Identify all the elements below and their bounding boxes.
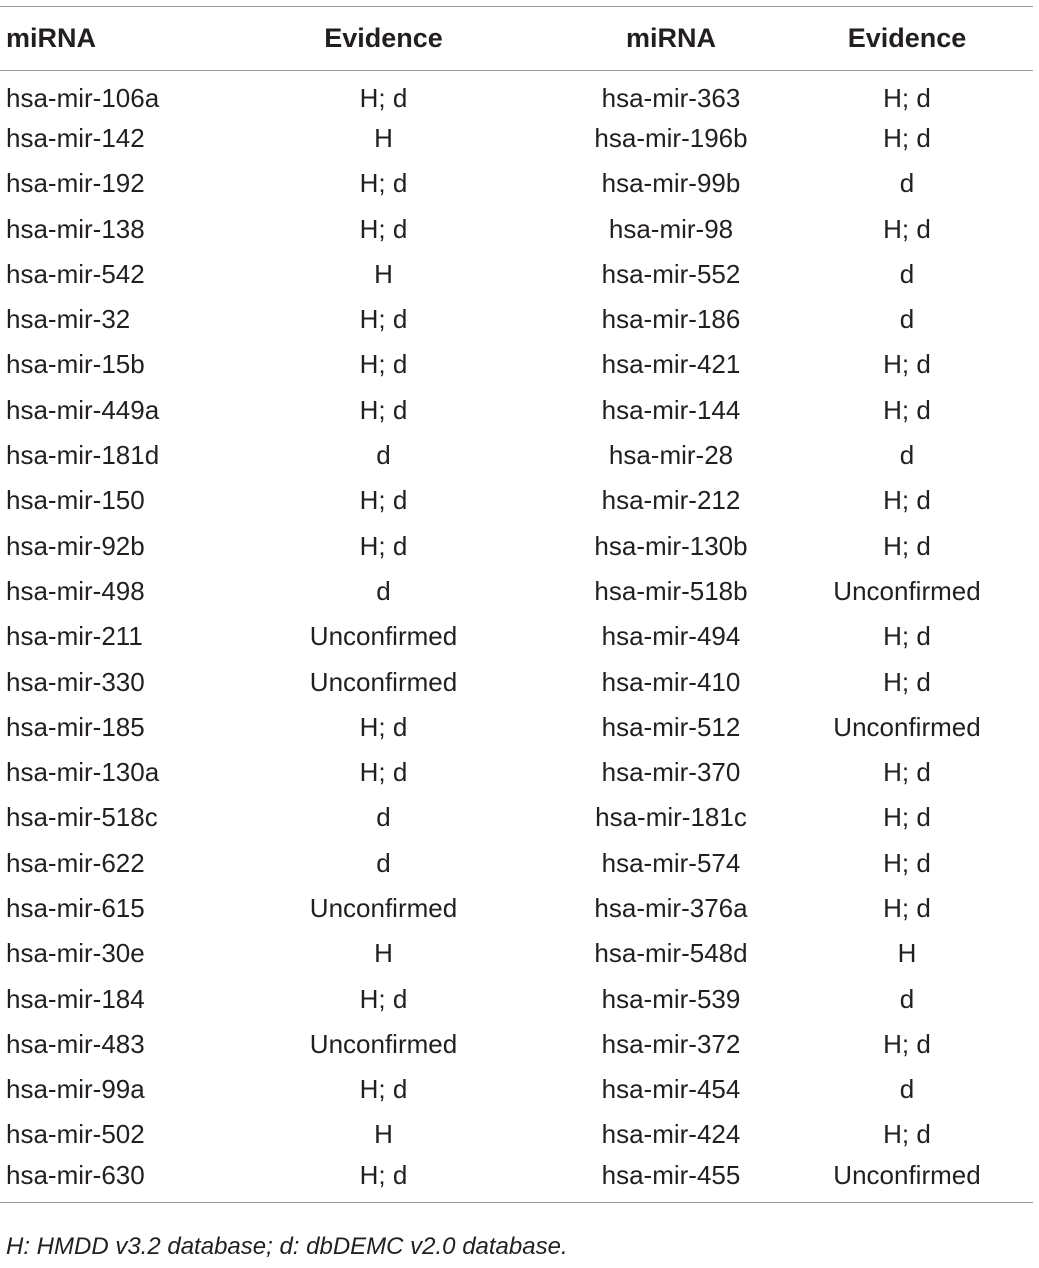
header-evidence-2: Evidence — [781, 7, 1033, 71]
evidence-cell-left: H; d — [359, 168, 408, 199]
mirna-cell-right: hsa-mir-410 — [601, 666, 741, 697]
mirna-cell-left: hsa-mir-185 — [6, 711, 145, 742]
mirna-cell-left: hsa-mir-622 — [6, 847, 145, 878]
header-mirna-1: miRNA — [0, 7, 206, 71]
evidence-cell-right: H; d — [883, 892, 931, 923]
evidence-cell-left: H; d — [359, 1159, 408, 1190]
mirna-cell-right: hsa-mir-186 — [601, 304, 741, 335]
mirna-cell-right: hsa-mir-494 — [601, 621, 741, 652]
evidence-cell-left: H — [374, 122, 393, 153]
mirna-cell-left: hsa-mir-211 — [6, 621, 143, 652]
mirna-cell-left: hsa-mir-502 — [6, 1119, 145, 1150]
evidence-cell-right: d — [899, 1074, 915, 1105]
evidence-cell-right: Unconfirmed — [833, 575, 981, 606]
mirna-cell-left: hsa-mir-542 — [6, 258, 145, 289]
evidence-cell-right: H; d — [883, 1119, 931, 1150]
mirna-cell-left: hsa-mir-181d — [6, 440, 160, 471]
evidence-cell-right: H; d — [883, 666, 931, 697]
mirna-cell-right: hsa-mir-552 — [601, 258, 741, 289]
evidence-cell-right: H; d — [883, 82, 931, 113]
evidence-cell-left: H; d — [359, 349, 408, 380]
mirna-cell-left: hsa-mir-449a — [6, 394, 160, 425]
evidence-cell-right: H; d — [883, 530, 931, 561]
mirna-cell-right: hsa-mir-130b — [594, 530, 748, 561]
evidence-cell-right: d — [899, 440, 915, 471]
evidence-cell-left: d — [376, 802, 391, 833]
table-row — [0, 433, 1033, 478]
evidence-cell-right: H; d — [883, 213, 931, 244]
evidence-cell-left: H; d — [359, 711, 408, 742]
mirna-cell-left: hsa-mir-138 — [6, 213, 145, 244]
evidence-cell-right: d — [899, 258, 915, 289]
table-row — [0, 569, 1033, 614]
evidence-cell-left: d — [376, 575, 391, 606]
table-row — [0, 1022, 1033, 1067]
mirna-cell-right: hsa-mir-424 — [601, 1119, 741, 1150]
table-row — [0, 1067, 1033, 1112]
mirna-cell-left: hsa-mir-483 — [6, 1028, 145, 1059]
mirna-cell-right: hsa-mir-454 — [601, 1074, 741, 1105]
mirna-cell-left: hsa-mir-184 — [6, 983, 145, 1014]
evidence-cell-left: H; d — [359, 983, 408, 1014]
table-row — [0, 523, 1033, 568]
mirna-cell-left: hsa-mir-106a — [6, 82, 160, 113]
evidence-cell-left: Unconfirmed — [309, 621, 458, 652]
mirna-cell-left: hsa-mir-130a — [6, 757, 160, 788]
table-row — [0, 614, 1033, 659]
evidence-cell-left: H — [374, 938, 393, 969]
mirna-cell-right: hsa-mir-98 — [608, 213, 734, 244]
mirna-evidence-table-container — [0, 6, 1033, 1203]
evidence-cell-left: H; d — [359, 394, 408, 425]
mirna-cell-right: hsa-mir-28 — [608, 440, 734, 471]
mirna-cell-right: hsa-mir-512 — [601, 711, 741, 742]
table-row — [0, 116, 1033, 161]
table-row — [0, 841, 1033, 886]
evidence-cell-left: H; d — [359, 530, 408, 561]
evidence-cell-left: H; d — [359, 304, 408, 335]
evidence-cell-right: d — [899, 983, 915, 1014]
evidence-cell-left: d — [376, 440, 391, 471]
table-footnote: H: HMDD v3.2 database; d: dbDEMC v2.0 database. — [6, 1233, 568, 1260]
evidence-cell-left: Unconfirmed — [309, 892, 458, 923]
mirna-cell-right: hsa-mir-518b — [594, 575, 748, 606]
table-row — [0, 750, 1033, 795]
mirna-cell-right: hsa-mir-363 — [601, 82, 741, 113]
mirna-cell-left: hsa-mir-150 — [6, 485, 145, 516]
evidence-cell-right: Unconfirmed — [833, 1159, 981, 1190]
table-row — [0, 161, 1033, 206]
mirna-cell-left: hsa-mir-630 — [6, 1159, 145, 1190]
mirna-cell-left: hsa-mir-615 — [6, 892, 145, 923]
table-row — [0, 297, 1033, 342]
table-row — [0, 659, 1033, 704]
evidence-cell-left: H; d — [359, 82, 408, 113]
evidence-cell-right: H; d — [883, 757, 931, 788]
evidence-cell-left: H — [374, 258, 393, 289]
evidence-cell-right: H — [897, 938, 917, 969]
evidence-cell-right: Unconfirmed — [833, 711, 981, 742]
table-header — [0, 7, 1033, 71]
mirna-cell-left: hsa-mir-192 — [6, 168, 145, 199]
table-row — [0, 478, 1033, 523]
evidence-cell-left: H; d — [359, 757, 408, 788]
evidence-cell-left: d — [376, 847, 391, 878]
mirna-cell-right: hsa-mir-99b — [601, 168, 741, 199]
evidence-cell-left: H; d — [359, 213, 408, 244]
table-row — [0, 795, 1033, 840]
mirna-cell-left: hsa-mir-518c — [6, 802, 158, 833]
header-mirna-2: miRNA — [561, 7, 781, 71]
evidence-cell-right: H; d — [883, 802, 931, 833]
mirna-cell-right: hsa-mir-372 — [601, 1028, 741, 1059]
table-row — [0, 705, 1033, 750]
mirna-cell-left: hsa-mir-498 — [6, 575, 145, 606]
evidence-cell-left: Unconfirmed — [309, 666, 458, 697]
evidence-cell-right: d — [899, 168, 915, 199]
table-row — [0, 1112, 1033, 1157]
mirna-cell-right: hsa-mir-144 — [601, 394, 741, 425]
mirna-cell-right: hsa-mir-548d — [594, 938, 748, 969]
evidence-cell-left: H; d — [359, 485, 408, 516]
table-row — [0, 71, 1033, 116]
table-row — [0, 886, 1033, 931]
evidence-cell-right: H; d — [883, 394, 931, 425]
table-row — [0, 1158, 1033, 1203]
evidence-cell-right: H; d — [883, 349, 931, 380]
evidence-cell-right: H; d — [883, 122, 931, 153]
evidence-cell-left: H — [374, 1119, 393, 1150]
evidence-cell-right: H; d — [883, 1028, 931, 1059]
mirna-cell-right: hsa-mir-196b — [594, 122, 748, 153]
mirna-cell-left: hsa-mir-92b — [6, 530, 145, 561]
mirna-cell-left: hsa-mir-99a — [6, 1074, 145, 1105]
table-row — [0, 931, 1033, 976]
mirna-cell-left: hsa-mir-142 — [6, 122, 145, 153]
table-row — [0, 388, 1033, 433]
evidence-cell-right: H; d — [883, 485, 931, 516]
mirna-cell-right: hsa-mir-539 — [601, 983, 741, 1014]
mirna-cell-right: hsa-mir-455 — [601, 1159, 741, 1190]
mirna-cell-right: hsa-mir-370 — [601, 757, 741, 788]
table-row — [0, 252, 1033, 297]
header-evidence-1: Evidence — [206, 7, 561, 71]
table-row — [0, 976, 1033, 1021]
mirna-cell-right: hsa-mir-421 — [601, 349, 741, 380]
table-row — [0, 206, 1033, 251]
mirna-cell-right: hsa-mir-212 — [601, 485, 741, 516]
mirna-cell-left: hsa-mir-32 — [6, 304, 131, 335]
mirna-cell-left: hsa-mir-30e — [6, 938, 145, 969]
evidence-cell-right: H; d — [883, 847, 931, 878]
mirna-cell-right: hsa-mir-574 — [601, 847, 741, 878]
mirna-cell-right: hsa-mir-376a — [594, 892, 748, 923]
mirna-cell-right: hsa-mir-181c — [595, 802, 747, 833]
evidence-cell-left: H; d — [359, 1074, 408, 1105]
header-row — [0, 7, 1033, 71]
mirna-evidence-table — [0, 6, 1033, 1203]
evidence-cell-right: d — [899, 304, 915, 335]
table-body — [0, 71, 1033, 1203]
mirna-cell-left: hsa-mir-15b — [6, 349, 145, 380]
table-row — [0, 342, 1033, 387]
evidence-cell-right: H; d — [883, 621, 931, 652]
evidence-cell-left: Unconfirmed — [309, 1028, 458, 1059]
mirna-cell-left: hsa-mir-330 — [6, 666, 145, 697]
